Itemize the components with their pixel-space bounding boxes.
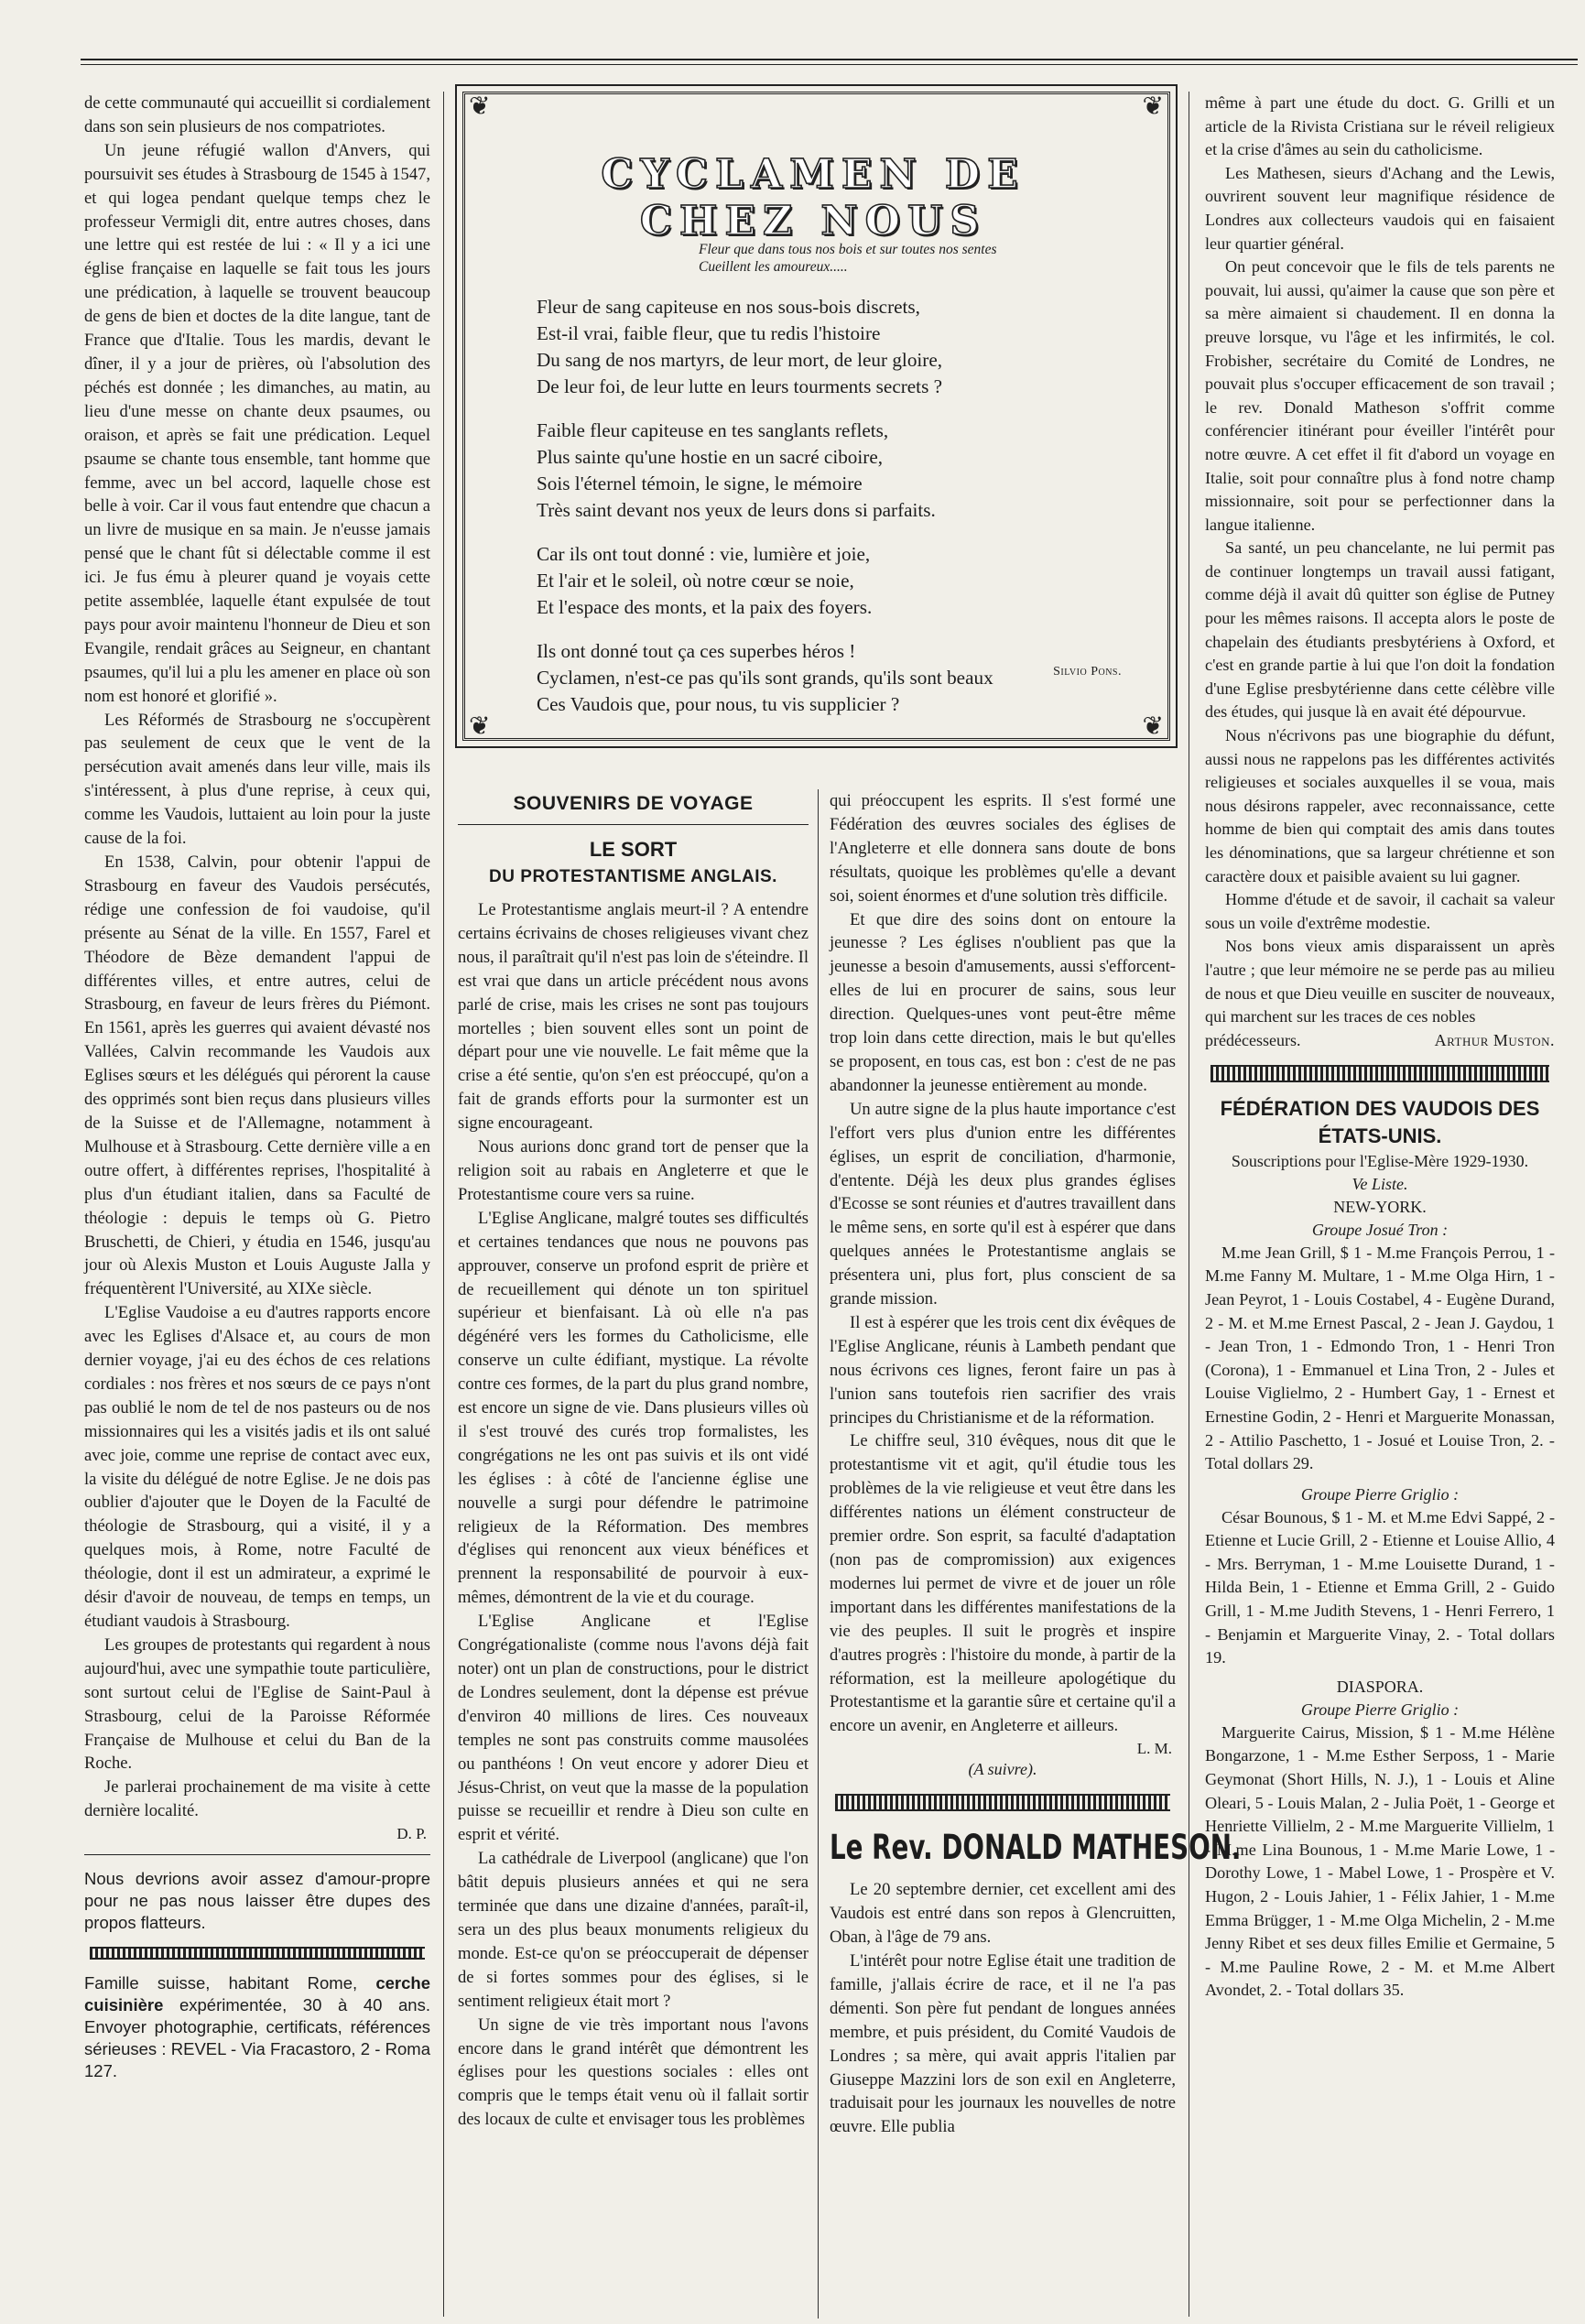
paragraph: L'intérêt pour notre Eglise était une tradition de famille, j'allais écrire de race, et il ne l'a pas démenti. Son père fut pendant de longues années membre, et puis président, du Comité Vaudois de Londres ; sa mère, qui avait appris l'italien par Giuseppe Mazzini lors de son exil en Angleterre, traduisait pour les journaux les nouvelles de notre œuvre. Elle publia (830, 1950, 1176, 2137)
verse: De leur foi, de leur lutte en leurs tourments secrets ? (537, 375, 943, 397)
paragraph: Le Protestantisme anglais meurt-il ? A entendre certains écrivains de choses religieuses vivant chez nous, il paraîtrait qu'il n'est pas loin de s'éteindre. Il est vrai que dans un article précédent nous avons parlé de crise, mais les crises ne sont pas toujours mortelles ; bien souvent elles sont un point de départ pour une vie nouvelle. Le fait même que la crise a été sentie, qu'on s'en est préoccupé, qu'on a fait de grands efforts pour la surmonter est un signe encourageant. (458, 900, 809, 1134)
paragraph: La cathédrale de Liverpool (anglicane) que l'on bâtit depuis plusieurs années et qui ne sera terminée que dans une dizaine d'années, paraît-il, sera un des plus beaux monuments religieux du monde. Est-ce qu'on se préoccuperait de dépenser de si fortes sommes pour des églises, si le sentiment religieux était mort ? (458, 1849, 809, 2011)
poem-box (462, 92, 1170, 741)
stanza (537, 541, 1104, 621)
paragraph: Le 20 septembre dernier, cet excellent ami des Vaudois est entré dans son repos à Glencruitten, Oban, à l'âge de 79 ans. (830, 1880, 1176, 1948)
group-heading: Groupe Pierre Griglio : (1300, 1700, 1460, 1719)
paragraph: Un signe de vie très important nous l'avons encore dans le grand intérêt que démontrent les églises pour les questions sociales : elles ont compris que le temps était venu où il fallait sortir des locaux de culte et envisager tous les problèmes (458, 2014, 809, 2130)
continued-note: (A suivre). (968, 1760, 1037, 1779)
stanza (537, 294, 1104, 400)
list-number: Ve Liste. (1352, 1174, 1408, 1193)
section-title: FÉDÉRATION DES VAUDOIS DES ÉTATS-UNIS. (1220, 1096, 1540, 1147)
verse: Est-il vrai, faible fleur, que tu redis l'histoire (537, 322, 881, 344)
signature: L. M. (1136, 1740, 1172, 1758)
corner-ornament: ❦ (469, 92, 491, 121)
stanza (537, 418, 1104, 524)
ad-bold: cerche cuisinière (84, 1973, 430, 2015)
subscription-list: M.me Jean Grill, $ 1 - M.me François Perrou, 1 - M.me Fanny M. Multare, 1 - M.me Olga Hirn, 1 - Jean Peyrot, 1 - Louis Costabel, 4 - Eugène Durand, 2 - M. et M.me Ernest Pascal, 2 - Jean J. Gaydou, 1 - Jean Tron, 1 - Edmondo Tron, 1 - Henri Tron (Corona), 1 - Emmanuel et Lina Tron, 2 - Jules et Louise Viglielmo, 2 - Humbert Gay, 1 - Ernest et Ernestine Godin, 2 - Henri et Marguerite Monassan, 2 - Attilio Paschetto, 1 - Josué et Louise Tron, 2. - Total dollars 29. (1205, 1243, 1555, 1473)
ornament-divider (1210, 1065, 1549, 1082)
verse: Cyclamen, n'est-ce pas qu'ils sont grands, qu'ils sont beaux (537, 667, 993, 689)
paragraph: L'Eglise Anglicane, malgré toutes ses difficultés et certaines tendances que nous ne pouvons pas approuver, conserve un profond esprit de prière et de recueillement qui dénote un ton spirituel supérieur et bienfaisant. Là où elle n'a pas dégénéré vers les formes du Catholicisme, elle conserve un culte édifiant, mystique. La révolte contre ces formes, de la part du plus grand nombre, est encore un signe de vie. Dans plusieurs villes où il s'est trouvé des curés trop formalistes, les congrégations ne les ont pas suivis et ils ont vidé les églises : à côté de l'ancienne église une nouvelle a surgi pour défendre le patrimoine religieux de la Réformation. Des membres d'églises qui renoncent aux vieux bénéfices et prennent la responsabilité de pourvoir à eux-mêmes, démontrent de la vie et du courage. (458, 1208, 809, 1608)
paragraph: Et que dire des soins dont on entoure la jeunesse ? Les églises n'oublient pas que la jeunesse a besoin d'amusements, aussi s'efforcent-elles de lui en procurer de sains, sous leur direction. Quelques-unes vont peut-être même trop loin dans cette direction, mais le but qu'elles se proposent, en tous cas, est bon : c'est de ne pas abandonner la jeunesse entièrement au monde. (830, 909, 1176, 1095)
subscription-list: Marguerite Cairus, Mission, $ 1 - M.me Hélène Bongarzone, 1 - M.me Esther Serposs, 1 - Marie Geymonat (Short Hills, N. J.), 1 - Louis et Aline Oleari, 5 - Louis Malan, 2 - Julia Poët, 1 - George et Henriette Villielm, 2 - M.me Marguerite Villielm, 1 - M.me Lina Bounous, 1 - M.me Marie Lowe, 1 - Dorothy Lowe, 1 - Mabel Lowe, 1 - Prospère et V. Hugon, 2 - Louis Jahier, 1 - Félix Jahier, 1 - M.me Emma Brügger, 1 - M.me Olga Michelin, 2 - M.me Jenny Ribet et ses deux filles Emilie et Germaine, 5 - M.me Pauline Rowe, 2 - M. et M.me Albert Avondet, 2. - Total dollars 35. (1205, 1722, 1555, 2000)
corner-ornament: ❦ (469, 712, 491, 741)
column-2 (458, 789, 809, 2319)
place-heading: DIASPORA. (1336, 1677, 1424, 1696)
paragraph: Le chiffre seul, 310 évêques, nous dit que le protestantisme vit et agit, qu'il étudie tous les problèmes de la vie religieuse et veut être dans les différentes nations un élément constructeur de premier ordre. Son esprit, sa faculté d'adaptation (non pas de compromission) aux exigences modernes lui permet de vivre et de jouer un rôle important dans les différentes manifestations de la vie des peuples. Il suit le progrès et inspire d'autres progrès : l'histoire du monde, à partir de la réformation, est la meilleure apologétique du Protestantisme et la garantie sûre et certaine qu'il a encore un avenir, en Angleterre et ailleurs. (830, 1431, 1176, 1736)
divider (84, 1854, 430, 1855)
notice: Nous devrions avoir assez d'amour-propre pour ne pas nous laisser être dupes des propos flatteurs. (84, 1869, 430, 1933)
column-3 (830, 789, 1242, 2319)
verse: Du sang de nos martyrs, de leur mort, de leur gloire, (537, 349, 943, 371)
paragraph: Les Mathesen, sieurs d'Achang and the Lewis, ouvrirent souvent leur magnifique résidence de Londres aux collecteurs vaudois qui en faisaient leur quartier général. (1205, 163, 1555, 253)
ad-text: expérimentée, 30 à 40 ans. Envoyer photographie, certificats, références sérieuses : REVEL - Via Fracastoro, 2 - Roma 127. (84, 1995, 430, 2081)
paragraph: Nous aurions donc grand tort de penser que la religion soit au rabais en Angleterre et que le Protestantisme coure vers sa ruine. (458, 1137, 809, 1204)
paragraph: Un autre signe de la plus haute importance c'est l'effort vers plus d'union entre les différentes églises, un esprit de conciliation, d'harmonie, d'entente. Déjà les deux plus grandes églises d'Ecosse se sont réunies et d'autres travaillent dans le même sens, en sorte qu'il est à espérer que dans quelques années le Protestantisme anglais se présentera uni, plus fort, plus conscient de sa grande mission. (830, 1099, 1176, 1309)
top-rule (81, 59, 1578, 65)
verse: Faible fleur capiteuse en tes sanglants reflets, (537, 419, 889, 441)
verse: Et l'espace des monts, et la paix des foyers. (537, 596, 873, 618)
group-heading: Groupe Pierre Griglio : (1300, 1484, 1460, 1504)
signature: Arthur Muston. (1434, 1030, 1555, 1049)
corner-ornament: ❦ (1142, 92, 1164, 121)
subscription-list: César Bounous, $ 1 - M. et M.me Edvi Sappé, 2 - Etienne et Lucie Grill, 2 - Etienne et Louise Allio, 4 - Mrs. Berryman, 1 - M.me Louisette Durand, 1 - Hilda Bein, 1 - Etienne et Emma Grill, 2 - Guido Grill, 1 - M.me Judith Stevens, 1 - Henri Ferrero, 1 - Benjamin et Marguerite Vinay, 2. - Total dollars 19. (1205, 1507, 1555, 1667)
paragraph: Un jeune réfugié wallon d'Anvers, qui poursuivit ses études à Strasbourg de 1545 à 1547, et qui logea pendant quelque temps chez le professeur Vermigli dit, entre autres choses, dans une lettre qui est restée de lui : « Il y a ici une église française en laquelle se fait tous les jours une prédication, à laquelle se trouvent beaucoup de gens de bien et doctes de la dite langue, tant de France que d'Italie. Tous les mardis, devant le dîner, il y a jour de prières, où l'absolution des péchés est donnée ; les dimanches, au matin, au lieu d'une messe on chante deux psaumes, ou oraison, et après se fait une prédication. Lequel psaume se chante tous ensemble, tant homme que femme, avec un bel accord, laquelle chose est belle à voir. Car il vous faut entendre que chacun a un livre de musique en sa main. Je n'eusse jamais pensé que le chant fût si délectable comme il est ici. Je fus ému à pleurer quand je voyais cette petite assemblée, laquelle étant expulsée de tout pays pour avoir maintenu l'honneur de Dieu et son Evangile, rendait grâces au Seigneur, en chantant psaumes, qu'il lui a plu les amener en place où son nom est honoré et glorifié ». (84, 140, 430, 706)
epigraph-line: Fleur que dans tous nos bois et sur toutes nos sentes (699, 242, 997, 257)
verse: Fleur de sang capiteuse en nos sous-bois discrets, (537, 296, 920, 318)
paragraph: L'Eglise Anglicane et l'Eglise Congrégationaliste (comme nous l'avons déjà fait noter) ont un plan de constructions, pour le district de Londres seulement, dont la dépense est prévue d'environ 40 millions de lires. Ces nouveaux temples ne sont pas construits comme mausolées ou panthéons ! On veut encore y adorer Dieu et Jésus-Christ, on veut que la masse de la population puisse se recueillir et rendre à Dieu son culte en esprit et vérité. (458, 1612, 809, 1845)
paragraph: Nous n'écrivons pas une biographie du défunt, aussi nous ne rappelons pas les différentes activités religieuses et sociales auxquelles il se voua, mais nous désirons rappeler, avec reconnaissance, cette homme de bien qui comptait des amis dans toutes les dénominations, que sa largeur chrétienne et son caractère doux et paisible avaient su lui gagner. (1205, 726, 1555, 885)
paragraph: En 1538, Calvin, pour obtenir l'appui de Strasbourg en faveur des Vaudois persécutés, rédige une confession de foi vaudoise, qu'il présente au Sénat de la ville. En 1557, Farel et Théodore de Bèze demandent l'appui de différentes villes, et entre autres, celui de Strasbourg, en faveur de leurs frères du Piémont. En 1561, après les guerres qui avaient dévasté nos Vallées, Calvin recommande les Vaudois aux Eglises sœurs et les délégués qui pérorent la cause des opprimés sont bien reçus dans plusieurs villes de la Suisse et de l'Allemagne, notamment à Mulhouse et à Strasbourg. Cette dernière ville a en outre offert, à différentes reprises, l'hospitalité à plus d'un étudiant italien, dans sa Faculté de théologie : depuis le temps où G. Pietro Bruschetti, de Chieri, y étudia en 1546, jusqu'au jour où Alexis Muston et Louis Auguste Jalla y fréquentèrent l'Université, au XIXe siècle. (84, 852, 430, 1299)
section-subtitle: Souscriptions pour l'Eglise-Mère 1929-1930. (1231, 1151, 1529, 1170)
paragraph: Sa santé, un peu chancelante, ne lui permit pas de continuer longtemps un travail aussi fatigant, comme déjà il avait dû quitter son église de Putney pour les mêmes raisons. Il accepta alors le poste de chapelain des étudiants presbytériens à Oxford, et c'est en grande partie à lui que l'on doit la fondation d'une Eglise presbytérienne dans cette célèbre ville des études, qui jusque là en avait été dépourvue. (1205, 538, 1555, 722)
classified-ad (84, 1972, 430, 2082)
place-heading: NEW-YORK. (1333, 1197, 1427, 1216)
paragraph: Homme d'étude et de savoir, il cachait sa valeur sous un voile d'extrême modestie. (1205, 890, 1555, 932)
paragraph: de cette communauté qui accueillit si cordialement dans son sein plusieurs de nos compatriotes. (84, 93, 430, 136)
article-title: LE SORT (458, 824, 809, 862)
column-rule (818, 789, 819, 2319)
paragraph: On peut concevoir que le fils de tels parents ne pouvait, lui aussi, qu'aimer la cause que son père et sa mère aimaient si chaudement. Il en donna la preuve lorsque, vu l'âge et les infirmités, le col. Frobisher, secrétaire du Comité de Londres, ne pouvait plus s'occuper efficacement de son travail ; le rev. Donald Matheson s'offrit comme conférencier itinérant pour éveiller l'intérêt pour notre œuvre. A cet effet il fit d'abord un voyage en Italie, soit pour connaître plus à fond notre champ missionnaire, soit pour se perfectionner dans la langue italienne. (1205, 257, 1555, 534)
verse: Ils ont donné tout ça ces superbes héros ! (537, 640, 856, 662)
verse: Très saint devant nos yeux de leurs dons si parfaits. (537, 499, 936, 521)
paragraph: Les Réformés de Strasbourg ne s'occupèrent pas seulement de ceux que le vent de la persécution avait amenés dans leur ville, mais ils s'intéressent, à plus d'une reprise, à ceux qui, comme les Vaudois, luttaient au loin pour la juste cause de la foi. (84, 710, 430, 849)
paragraph: qui préoccupent les esprits. Il s'est formé une Fédération des œuvres sociales des églises de l'Angleterre et elle donnera sans doute de bons résultats, quoique les problèmes qu'elle a devant soi, soient énormes et d'une solution très difficile. (830, 791, 1176, 906)
poem-body (537, 294, 1104, 735)
article-subtitle: DU PROTESTANTISME ANGLAIS. (489, 867, 777, 886)
paragraph: L'Eglise Vaudoise a eu d'autres rapports encore avec les Eglises d'Alsace et, au cours de mon dernier voyage, j'ai eu des échos de ces relations cordiales : nos frères et nos sœurs de ce pays n'ont pas oublié le nom de tel de nos pasteurs ou de nos missionnaires qui les a visités jadis et ils ont salué avec joie, comme une reprise de contact avec eux, la visite du délégué de notre Eglise. Je ne dois pas oublier d'ajouter que le Doyen de la Faculté de théologie de Strasbourg, qui a visité, il y a quelques mois, à Rome, notre Faculté de théologie, dont il est un admirateur, a exprimé le désir d'avoir de nouveau, de temps en temps, un étudiant vaudois à Strasbourg. (84, 1303, 430, 1631)
column-rule (443, 92, 444, 2317)
poem-title: CYCLAMEN DE CHEZ NOUS (601, 151, 1026, 244)
poem-signature: Silvio Pons. (1053, 665, 1122, 679)
paragraph: Je parlerai prochainement de ma visite à cette dernière localité. (84, 1777, 430, 1821)
column-4 (1205, 92, 1555, 2317)
corner-ornament: ❦ (1142, 712, 1164, 741)
group-heading: Groupe Josué Tron : (1311, 1220, 1449, 1239)
paragraph: même à part une étude du doct. G. Grilli et un article de la Rivista Cristiana sur le réveil religieux et la crise d'âmes au sein du catholicisme. (1205, 93, 1555, 159)
paragraph: Les groupes de protestants qui regardent à nous aujourd'hui, avec une sympathie toute particulière, sont surtout celui de l'Eglise de Saint-Paul à Strasbourg, celui de la Paroisse Réformée Française de Mulhouse et celui du Ban de la Roche. (84, 1634, 430, 1774)
verse: Et l'air et le soleil, où notre cœur se noie, (537, 570, 854, 592)
ad-text: Famille suisse, habitant Rome, (84, 1973, 358, 1993)
ornament-divider (90, 1947, 425, 1960)
stanza (537, 638, 1104, 718)
column-1 (84, 92, 430, 2317)
paragraph: Il est à espérer que les trois cent dix évêques de l'Eglise Anglicane, réunis à Lambeth pendant que nous écrivons ces lignes, feront faire un pas à l'union sans toutefois rien sacrifier des vrais principes du Christianisme et de la réformation. (830, 1312, 1176, 1428)
epigraph-line: Cueillent les amoureux..... (699, 259, 848, 275)
verse: Ces Vaudois que, pour nous, tu vis supplicier ? (537, 693, 900, 715)
verse: Car ils ont tout donné : vie, lumière et joie, (537, 543, 871, 565)
verse: Sois l'éternel témoin, le signe, le mémoire (537, 472, 863, 494)
verse: Plus sainte qu'une hostie en un sacré ciboire, (537, 446, 884, 468)
section-heading: SOUVENIRS DE VOYAGE (513, 793, 754, 814)
closing-line (1205, 1029, 1555, 1052)
last-word: prédécesseurs. (1205, 1030, 1301, 1049)
signature: D. P. (396, 1825, 427, 1843)
epigraph (699, 241, 1083, 276)
ornament-divider (835, 1794, 1170, 1811)
paragraph: Nos bons vieux amis disparaissent un après l'autre ; que leur mémoire ne se perde pas au milieu de nous et que Dieu veuille en susciter de nouveaux, qui marchent sur les traces de ces nobles (1205, 937, 1555, 1026)
article-title: Le Rev. DONALD MATHESON. (830, 1828, 1242, 1868)
